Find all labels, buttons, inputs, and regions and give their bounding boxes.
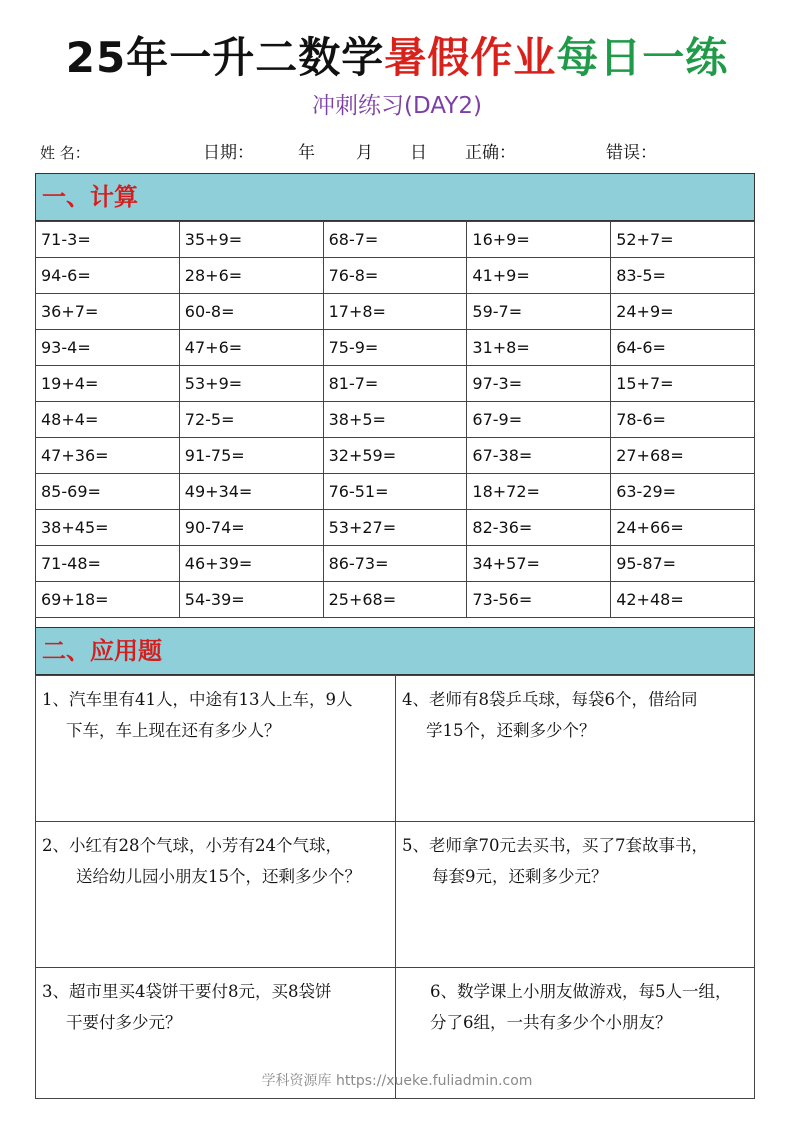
name-label: 姓 名： [40, 144, 90, 162]
word-problem-6-line1: 6、数学课上小朋友做游戏，每5人一组， [430, 982, 732, 1001]
calc-row [36, 438, 755, 474]
calc-cell[interactable]: 54-39= [179, 582, 323, 618]
calc-cell[interactable]: 35+9= [179, 222, 323, 258]
calc-cell[interactable]: 27+68= [611, 438, 755, 474]
calc-cell[interactable]: 31+8= [467, 330, 611, 366]
calc-row [36, 582, 755, 618]
calc-cell[interactable]: 32+59= [323, 438, 467, 474]
calc-cell[interactable]: 38+45= [36, 510, 180, 546]
watermark-text: 学科资源库 https://xueke.fuliadmin.com [261, 1073, 533, 1089]
calc-row [36, 366, 755, 402]
calc-cell[interactable]: 53+27= [323, 510, 467, 546]
calc-cell[interactable]: 67-38= [467, 438, 611, 474]
word-problem-3-line1: 3、超市里买4袋饼干要付8元，买8袋饼 [42, 982, 332, 1001]
section-word-problems-header: 二、应用题 [35, 627, 755, 675]
calc-cell[interactable]: 60-8= [179, 294, 323, 330]
calc-cell[interactable]: 78-6= [611, 402, 755, 438]
calc-cell[interactable]: 49+34= [179, 474, 323, 510]
calc-cell[interactable]: 83-5= [611, 258, 755, 294]
title-part-summer-homework: 暑假作业 [384, 33, 557, 82]
calc-cell[interactable]: 85-69= [36, 474, 180, 510]
calc-cell[interactable]: 93-4= [36, 330, 180, 366]
calc-cell[interactable]: 73-56= [467, 582, 611, 618]
word-problem-3-line2: 干要付多少元？ [66, 1013, 182, 1032]
correct-label: 正确： [465, 143, 516, 163]
calc-row [36, 294, 755, 330]
calc-cell[interactable]: 47+6= [179, 330, 323, 366]
word-problem-5-line1: 5、老师拿70元去买书，买了7套故事书， [402, 836, 708, 855]
word-problem-2[interactable] [35, 821, 396, 968]
calc-cell[interactable]: 24+9= [611, 294, 755, 330]
year-label: 年 [298, 143, 315, 163]
word-problem-2-line2: 送给幼儿园小朋友15个，还剩多少个？ [76, 867, 361, 886]
month-label: 月 [356, 143, 373, 163]
date-label: 日期： [203, 143, 254, 163]
word-problem-2-line1: 2、小红有28个气球，小芳有24个气球， [42, 836, 342, 855]
calc-cell[interactable]: 52+7= [611, 222, 755, 258]
word-problems-grid [35, 675, 755, 1099]
calc-cell[interactable]: 76-8= [323, 258, 467, 294]
word-problem-4-line1: 4、老师有8袋乒乓球，每袋6个，借给同 [402, 690, 698, 709]
day-label: 日 [410, 143, 427, 163]
calc-cell[interactable]: 71-48= [36, 546, 180, 582]
calc-cell[interactable]: 97-3= [467, 366, 611, 402]
calc-cell[interactable]: 53+9= [179, 366, 323, 402]
calc-cell[interactable]: 46+39= [179, 546, 323, 582]
calc-cell[interactable]: 64-6= [611, 330, 755, 366]
calc-row [36, 222, 755, 258]
calc-row [36, 474, 755, 510]
page-subtitle: 冲刺练习(DAY2) [312, 93, 482, 119]
calc-cell[interactable]: 16+9= [467, 222, 611, 258]
calc-row [36, 258, 755, 294]
calc-cell[interactable]: 17+8= [323, 294, 467, 330]
calc-cell[interactable]: 24+66= [611, 510, 755, 546]
calc-row [36, 402, 755, 438]
title-part-daily-practice: 每日一练 [556, 33, 729, 82]
calc-cell[interactable]: 94-6= [36, 258, 180, 294]
calc-cell[interactable]: 68-7= [323, 222, 467, 258]
calc-cell[interactable]: 19+4= [36, 366, 180, 402]
wrong-label: 错误： [606, 143, 657, 163]
section-calculation-header: 一、计算 [35, 173, 755, 221]
calc-cell[interactable]: 59-7= [467, 294, 611, 330]
calc-row [36, 510, 755, 546]
word-problem-1-line1: 1、汽车里有41人，中途有13人上车，9人 [42, 690, 353, 709]
calc-cell[interactable]: 72-5= [179, 402, 323, 438]
calc-cell[interactable]: 28+6= [179, 258, 323, 294]
calc-row [36, 546, 755, 582]
calc-cell[interactable]: 71-3= [36, 222, 180, 258]
calc-cell[interactable]: 95-87= [611, 546, 755, 582]
word-problem-5-line2: 每套9元，还剩多少元？ [432, 867, 608, 886]
calc-cell[interactable]: 48+4= [36, 402, 180, 438]
calc-cell[interactable]: 86-73= [323, 546, 467, 582]
calc-cell[interactable]: 25+68= [323, 582, 467, 618]
student-info-row [40, 140, 755, 168]
word-problem-1-line2: 下车，车上现在还有多少人？ [66, 721, 281, 740]
word-problem-5[interactable] [395, 821, 755, 968]
calc-row [36, 330, 755, 366]
calc-cell[interactable]: 91-75= [179, 438, 323, 474]
calc-cell[interactable]: 82-36= [467, 510, 611, 546]
calculation-table [35, 221, 755, 618]
calc-cell[interactable]: 81-7= [323, 366, 467, 402]
calc-cell[interactable]: 36+7= [36, 294, 180, 330]
word-problem-4[interactable] [395, 675, 755, 822]
calc-cell[interactable]: 18+72= [467, 474, 611, 510]
calc-cell[interactable]: 69+18= [36, 582, 180, 618]
calc-cell[interactable]: 76-51= [323, 474, 467, 510]
calc-cell[interactable]: 47+36= [36, 438, 180, 474]
calc-cell[interactable]: 41+9= [467, 258, 611, 294]
calc-cell[interactable]: 34+57= [467, 546, 611, 582]
word-problem-1[interactable] [35, 675, 396, 822]
word-problem-6-line2: 分了6组，一共有多少个小朋友？ [430, 1013, 672, 1032]
title-part-grade: 25年一升二数学 [65, 33, 385, 82]
word-problem-4-line2: 学15个，还剩多少个？ [426, 721, 596, 740]
calc-cell[interactable]: 38+5= [323, 402, 467, 438]
calc-cell[interactable]: 63-29= [611, 474, 755, 510]
page-title [0, 30, 794, 86]
calc-cell[interactable]: 75-9= [323, 330, 467, 366]
calc-cell[interactable]: 42+48= [611, 582, 755, 618]
calc-cell[interactable]: 15+7= [611, 366, 755, 402]
calc-cell[interactable]: 90-74= [179, 510, 323, 546]
calc-cell[interactable]: 67-9= [467, 402, 611, 438]
